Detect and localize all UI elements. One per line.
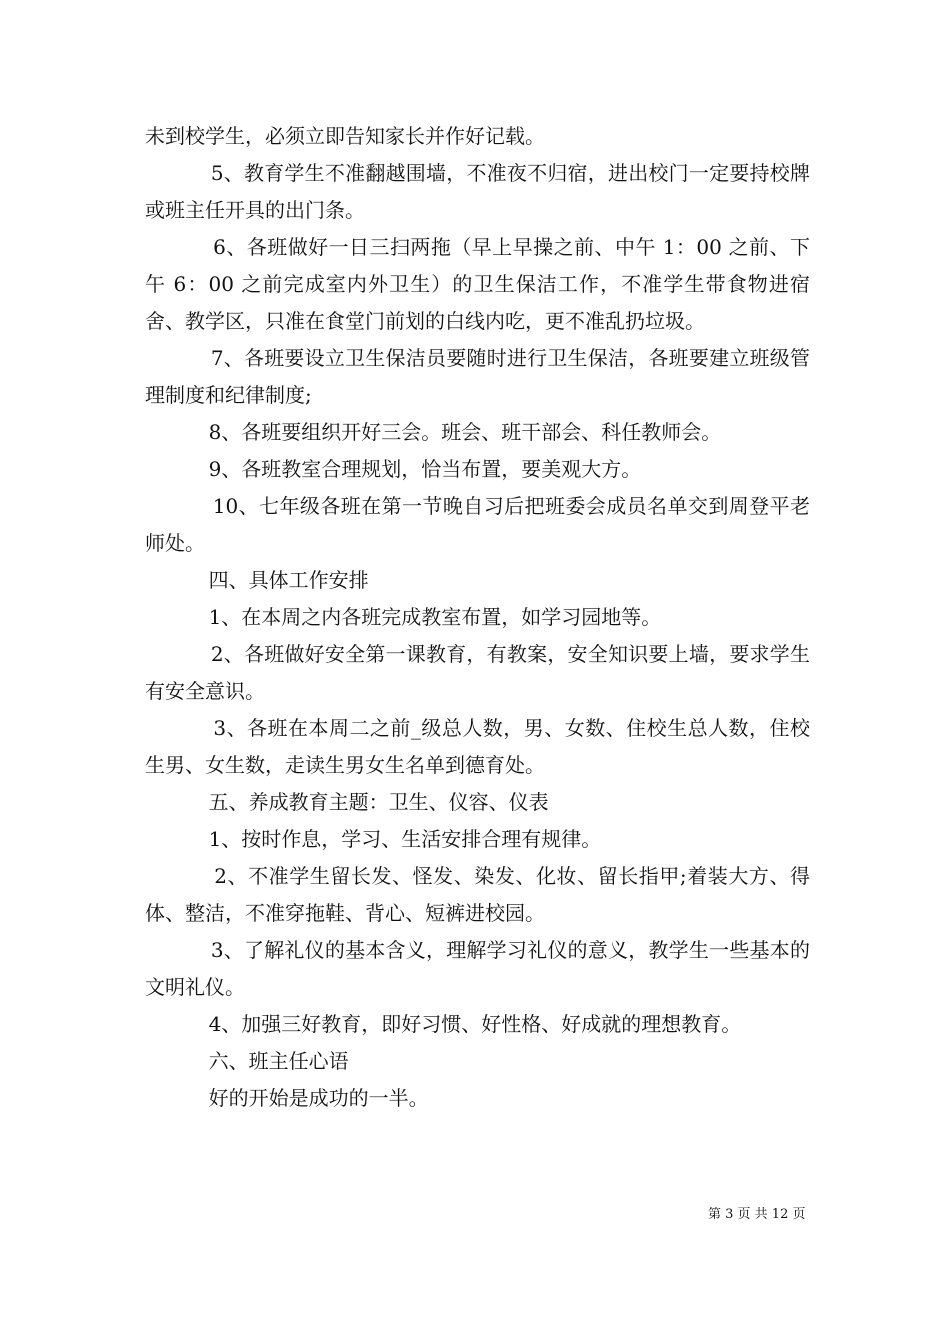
- paragraph: 未到校学生，必须立即告知家长并作好记载。: [145, 124, 545, 148]
- paragraph: 7、各班要设立卫生保洁员要随时进行卫生保洁，各班要建立班级管理制度和纪律制度;: [145, 346, 810, 407]
- page-number-footer: 第 3 页 共 12 页: [708, 1207, 806, 1222]
- document-body: [145, 118, 810, 1117]
- paragraph: 3、各班在本周二之前_级总人数，男、女数、住校生总人数，住校生男、女生数，走读生男女生名单到德育处。: [145, 716, 810, 777]
- paragraph: 好的开始是成功的一半。: [145, 1086, 429, 1110]
- paragraph: 9、各班教室合理规划，恰当布置，要美观大方。: [145, 457, 642, 481]
- section-heading: 五、养成教育主题：卫生、仪容、仪表: [145, 790, 549, 814]
- paragraph: 5、教育学生不准翻越围墙，不准夜不归宿，进出校门一定要持校牌或班主任开具的出门条。: [145, 161, 810, 222]
- paragraph: 3、了解礼仪的基本含义，理解学习礼仪的意义，教学生一些基本的文明礼仪。: [145, 938, 810, 999]
- section-heading: 六、班主任心语: [145, 1049, 349, 1073]
- paragraph: 2、各班做好安全第一课教育，有教案，安全知识要上墙，要求学生有安全意识。: [145, 642, 810, 703]
- paragraph: 10、七年级各班在第一节晚自习后把班委会成员名单交到周登平老师处。: [145, 494, 810, 555]
- paragraph: 1、在本周之内各班完成教室布置，如学习园地等。: [145, 605, 662, 629]
- paragraph: 8、各班要组织开好三会。班会、班干部会、科任教师会。: [145, 420, 722, 444]
- paragraph: 6、各班做好一日三扫两拖（早上早操之前、中午 1：00 之前、下午 6：00 之前完成室内外卫生）的卫生保洁工作，不准学生带食物进宿舍、教学区，只准在食堂门前划的白线内吃，更不准乱扔垃圾。: [145, 235, 810, 333]
- paragraph: 4、加强三好教育，即好习惯、好性格、好成就的理想教育。: [145, 1012, 742, 1036]
- section-heading: 四、具体工作安排: [145, 568, 369, 592]
- paragraph: 2、不准学生留长发、怪发、染发、化妆、留长指甲;着装大方、得体、整洁，不准穿拖鞋、背心、短裤进校园。: [145, 864, 811, 925]
- paragraph: 1、按时作息，学习、生活安排合理有规律。: [145, 827, 602, 851]
